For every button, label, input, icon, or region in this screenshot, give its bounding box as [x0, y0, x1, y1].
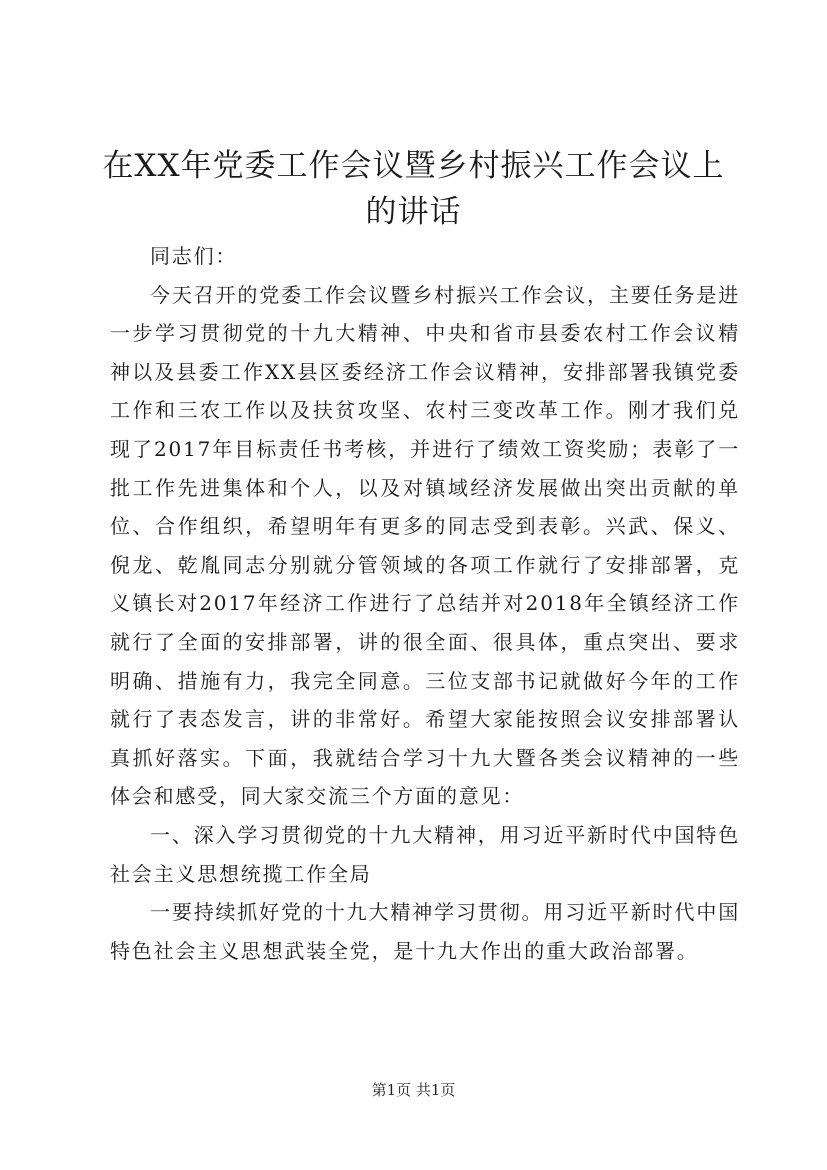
section-heading-1: 一、深入学习贯彻党的十九大精神，用习近平新时代中国特色社会主义思想统揽工作全局	[110, 822, 740, 886]
paragraph-point-1: 一要持续抓好党的十九大精神学习贯彻。用习近平新时代中国特色社会主义思想武装全党，是十九大作出的重大政治部署。	[110, 900, 740, 963]
page-footer: 第1页 共1页	[371, 1081, 456, 1099]
document-title	[90, 143, 737, 235]
paragraph-intro: 今天召开的党委工作会议暨乡村振兴工作会议，主要任务是进一步学习贯彻党的十九大精神、中央和省市县委农村工作会议精神以及县委工作XX县区委经济工作会议精神，安排部署我镇党委工作和三农工作以及扶贫攻坚、农村三变改革工作。刚才我们兑现了2017年目标责任书考核，并进行了绩效工资奖励；表彰了一批工作先进集体和个人，以及对镇域经济发展做出突出贡献的单位、合作组织，希望明年有更多的同志受到表彰。兴武、保义、倪龙、乾胤同志分别就分管领域的各项工作就行了安排部署，克义镇长对2017年经济工作进行了总结并对2018年全镇经济工作就行了全面的安排部署，讲的很全面、很具体，重点突出、要求明确、措施有力，我完全同意。三位支部书记就做好今年的工作就行了表态发言，讲的非常好。希望大家能按照会议安排部署认真抓好落实。下面，我就结合学习十九大暨各类会议精神的一些体会和感受，同大家交流三个方面的意见：	[110, 282, 740, 809]
title-line-2: 的讲话	[365, 194, 462, 230]
title-line-1: 在XX年党委工作会议暨乡村振兴工作会议上	[102, 148, 725, 184]
salutation: 同志们：	[150, 244, 238, 268]
document-body	[110, 237, 740, 970]
